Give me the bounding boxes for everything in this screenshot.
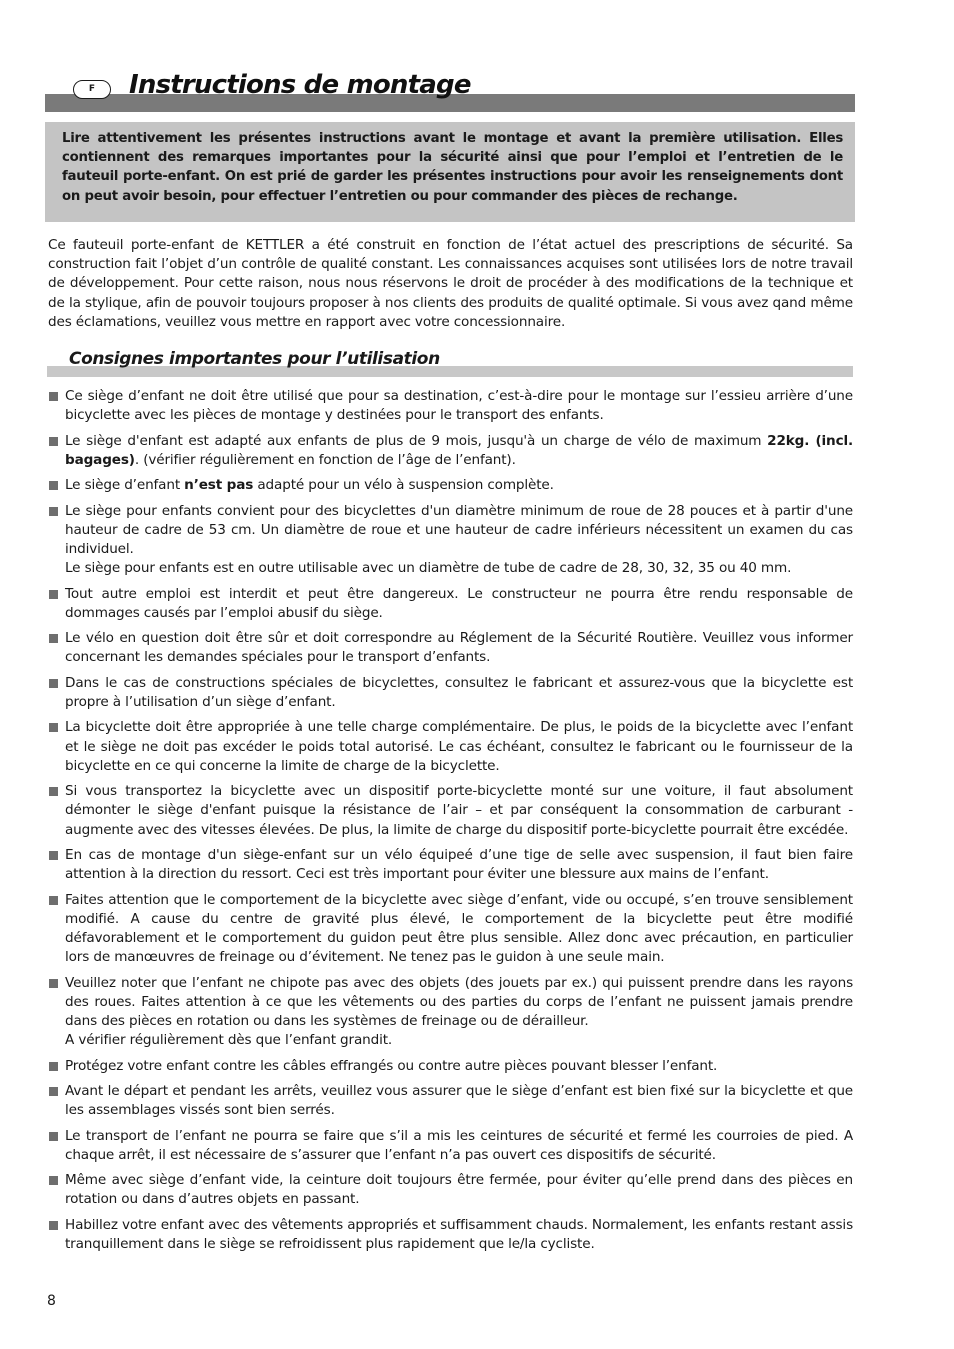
bullet-square-icon xyxy=(49,634,58,643)
intro-paragraph: Ce fauteuil porte-enfant de KETTLER a été construit en fonction de l’état actuel des prescriptions de sécurité. Sa construction fait l’objet d’un contrôle de qualité constant. Les connaissances acquises sont utilisées lors de notre travail de développement. Pour cette raison, nous nous réservons le droit de procéder à des modifications de la technique et de la stylique, afin de pouvoir toujours proposer à nos clients des produits de qualité optimale. Si vous avez qand même des éclamations, veuillez vous mettre en rapport avec votre concessionnaire. xyxy=(48,237,853,330)
instruction-item xyxy=(48,387,853,425)
instruction-item xyxy=(48,974,853,1051)
notice-box xyxy=(45,122,855,222)
bullet-square-icon xyxy=(49,507,58,516)
instruction-item xyxy=(48,1057,853,1076)
instruction-item xyxy=(48,1082,853,1120)
notice-text: Lire attentivement les présentes instructions avant le montage et avant la première utilisation. Elles contiennent des remarques importantes pour la sécurité ainsi que pour l’emploi et l’entretien de le fauteuil porte-enfant. On est prié de garder les présentes instructions pour avoir les renseignements dont on peut avoir besoin, pour effectuer l’entretien ou pour commander des pièces de rechange. xyxy=(62,131,843,204)
instruction-item xyxy=(48,1216,853,1254)
section-heading: Consignes importantes pour l’utilisation xyxy=(69,349,440,369)
instruction-text: Veuillez noter que l’enfant ne chipote pas avec des objets (des jouets par ex.) qui puissent prendre dans les rayons des roues. Faites attention à ce que les vêtements ou des parties du corps de l’enfant ne puissent jamais prendre dans des pièces en rotation ou dans les systèmes de freinage ou de dérailleur. xyxy=(65,974,853,1029)
bullet-square-icon xyxy=(49,896,58,905)
instruction-text: Si vous transportez la bicyclette avec un dispositif porte-bicyclette monté sur une voiture, il faut absolument démonter le siège d'enfant puisque la résistance de l’air – et par conséquent la consommation de carburant - augmente avec des vitesses élevées. De plus, la limite de charge du dispositif porte-bicyclette pourrait être excédée. xyxy=(65,783,853,838)
instruction-text: Le siège d’enfant xyxy=(65,477,185,494)
bullet-square-icon xyxy=(49,979,58,988)
instruction-item xyxy=(48,432,853,470)
instruction-item xyxy=(48,782,853,840)
instruction-text: Le siège pour enfants est en outre utilisable avec un diamètre de tube de cadre de 28, 30, 32, 35 ou 40 mm. xyxy=(65,560,792,577)
bullet-square-icon xyxy=(49,1087,58,1096)
instruction-text: Ce siège d’enfant ne doit être utilisé que pour sa destination, c’est-à-dire pour le montage sur l’essieu arrière d’une bicyclette avec les pièces de montage y destinées pour le transport des enfants. xyxy=(65,388,853,424)
instruction-text-bold: n’est pas xyxy=(184,477,254,494)
instruction-text: Dans le cas de constructions spéciales de bicyclettes, consultez le fabricant et assurez-vous que la bicyclette est propre à l’utilisation d’un siège d’enfant. xyxy=(65,674,853,710)
header xyxy=(45,72,855,112)
page-number: 8 xyxy=(47,1293,56,1309)
bullet-square-icon xyxy=(49,392,58,401)
instruction-text: Tout autre emploi est interdit et peut être dangereux. Le constructeur ne pourra être rendu responsable de dommages causés par l’emploi abusif du siège. xyxy=(65,585,853,621)
instructions-list xyxy=(48,387,853,1260)
instruction-text: Faites attention que le comportement de la bicyclette avec siège d’enfant, vide ou occupé, s’en trouve sensiblement modifié. A cause du centre de gravité plus élevé, le comportement de la bicyclette peut être modifié défavorablement et le comportement du guidon peut être plus sensible. Allez donc avec précaution, en particulier lors de manœuvres de freinage ou d’évitement. Ne tenez pas le guidon à une seule main. xyxy=(65,891,853,966)
instruction-text: Avant le départ et pendant les arrêts, veuillez vous assurer que le siège d’enfant est bien fixé sur la bicyclette et que les assemblages vissés sont bien serrés. xyxy=(65,1082,853,1119)
instruction-text: adapté pour un vélo à suspension complète. xyxy=(253,477,554,494)
instruction-item xyxy=(48,718,853,776)
instruction-item xyxy=(48,891,853,968)
instruction-item xyxy=(48,502,853,579)
bullet-square-icon xyxy=(49,1062,58,1071)
instruction-text: Protégez votre enfant contre les câbles effrangés ou contre autre pièces pouvant blesser l’enfant. xyxy=(65,1057,718,1074)
instruction-item xyxy=(48,476,853,495)
bullet-square-icon xyxy=(49,723,58,732)
instruction-text: . (vérifier régulièrement en fonction de l’âge de l’enfant). xyxy=(134,451,516,468)
instruction-text: La bicyclette doit être appropriée à une telle charge complémentaire. De plus, le poids de la bicyclette avec l’enfant et le siège ne doit pas excéder le poids total autorisé. Le cas échéant, consultez le fabricant ou le fournisseur de la bicyclette en ce qui concerne la limite de charge de la bicyclette. xyxy=(65,719,853,774)
bullet-square-icon xyxy=(49,437,58,446)
bullet-square-icon xyxy=(49,851,58,860)
language-badge: F xyxy=(73,80,111,99)
instruction-text: A vérifier régulièrement dès que l’enfant grandit. xyxy=(65,1032,393,1049)
instruction-text: Habillez votre enfant avec des vêtements appropriés et suffisamment chauds. Normalement, les enfants restant assis tranquillement dans le siège se refroidissent plus rapidement que le/la cycliste. xyxy=(65,1216,853,1252)
bullet-square-icon xyxy=(49,679,58,688)
instruction-item xyxy=(48,674,853,712)
instruction-text: Le siège d'enfant est adapté aux enfants de plus de 9 mois, jusqu'à un charge de vélo de maximum xyxy=(65,432,768,449)
bullet-square-icon xyxy=(49,1132,58,1141)
bullet-square-icon xyxy=(49,1176,58,1185)
instruction-item xyxy=(48,846,853,884)
instruction-item xyxy=(48,585,853,623)
instruction-text: Même avec siège d’enfant vide, la ceinture doit toujours être fermée, pour éviter qu’elle prend dans des pièces en rotation ou dans d’autres objets en passant. xyxy=(65,1172,853,1208)
bullet-square-icon xyxy=(49,590,58,599)
instruction-item xyxy=(48,1171,853,1209)
instruction-text: Le vélo en question doit être sûr et doit correspondre au Réglement de la Sécurité Routière. Veuillez vous informer concernant les demandes spéciales pour le transport d’enfants. xyxy=(65,630,853,666)
instruction-text: En cas de montage d'un siège-enfant sur un vélo équipeé d’une tige de selle avec suspension, il faut bien faire attention à la direction du ressort. Ceci est très important pour éviter une blessure aux mains de l’enfant. xyxy=(65,846,853,883)
instruction-item xyxy=(48,629,853,667)
instruction-text: Le siège pour enfants convient pour des bicyclettes d'un diamètre minimum de roue de 28 pouces et à partir d'une hauteur de cadre de 53 cm. Un diamètre de roue et une hauteur de cadre inférieurs nécessitent un examen du cas individuel. xyxy=(65,502,853,557)
instruction-item xyxy=(48,1127,853,1165)
section-header xyxy=(47,349,853,377)
bullet-square-icon xyxy=(49,481,58,490)
bullet-square-icon xyxy=(49,1221,58,1230)
page-title: Instructions de montage xyxy=(129,70,471,100)
instruction-text-bold: 22kg. (incl. bagages) xyxy=(65,432,853,468)
bullet-square-icon xyxy=(49,787,58,796)
instruction-text: Le transport de l’enfant ne pourra se faire que s’il a mis les ceintures de sécurité et fermé les courroies de pied. A chaque arrêt, il est nécessaire de s’assurer que l’enfant n’a pas ouvert ces dispositifs de sécurité. xyxy=(65,1127,853,1163)
